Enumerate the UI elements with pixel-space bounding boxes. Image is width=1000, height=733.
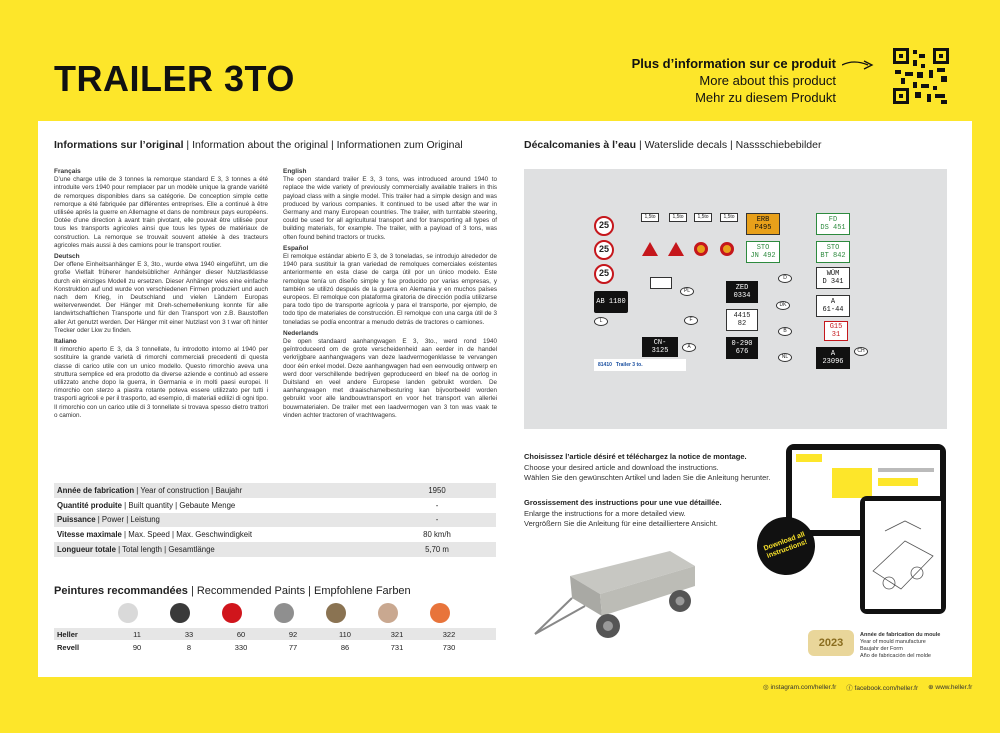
country-oval-decal: NL bbox=[778, 353, 792, 362]
instagram-icon: ◎ bbox=[763, 684, 769, 691]
speed-limit-decal: 25 bbox=[594, 264, 614, 284]
info-de: Mehr zu diesem Produkt bbox=[695, 90, 836, 105]
lang-nl-text: De open standaard aanhangwagen E 3, 3to., werd rond 1940 geïntroduceerd om de grote verscheidenheid aan eerder in de handel verkrijgbare aanhangwagens van deze laadvermogenklasse te vervangen door één enkel model. Deze aanhangwagen had een eenvoudig ontwerp en werd door verschillende bedrijven geproduceerd en bleef na de oorlog in Duitsland en veel andere Europese landen gebruikt worden. De aanhangwagen met draaischamelbesturing kan bijvoorbeeld worden gebruikt voor alle landbouwtransport en voor het transport van allerlei bouwmaterialen. De trailer met een laadvermogen van 3 ton was vaak te vinden achter tractoren of vrachtwagens. bbox=[283, 338, 497, 419]
license-plate-decal: 0-290 676 bbox=[726, 337, 758, 359]
specs-table bbox=[54, 483, 496, 557]
country-oval-decal: A bbox=[682, 343, 696, 352]
phone-screen bbox=[865, 501, 941, 609]
lang-es-text: El remolque estándar abierto E 3, de 3 toneladas, se introdujo alrededor de 1940 para sustituir la gran variedad de remolques comerciales existentes anteriormente en esta clase de carga útil por un único modelo. Este remolque tenía un diseño simple y fue producido por varias empresas, y también se utilizó después de la guerra en Alemania y en muchos países europeos. El remolque con plataforma giratoria de dirección podía utilizarse para todo tipo de transporte agrícola y para el transporte, por ejemplo, de todo tipo de materiales de construcción. El remolque con una carga útil de 3 toneladas se podía encontrar a menudo detrás de tractores o camiones. bbox=[283, 253, 497, 326]
spec-row: Vitesse maximale | Max. Speed | Max. Geschwindigkeit 80 km/h bbox=[57, 530, 451, 540]
lang-en-text: The open standard trailer E 3, 3 tons, was introduced around 1940 to replace the wide variety of previously commercially available trailers in this payload class with a single model. This trailer had a simple design and was produced by various companies. It continued to be used after the war in Germany and many European countries. The trailer, with turntable steering, could be used for all agricultural transport and for transporting all types of building materials, for example. The trailer, with a payload of 3 tons, was often found behind tractors or trucks. bbox=[283, 176, 497, 241]
decals-section-title: Décalcomanies à l’eau | Waterslide decals | Nassschiebebilder bbox=[524, 139, 822, 151]
paint-swatch bbox=[170, 603, 190, 623]
original-text-right bbox=[283, 165, 497, 420]
license-plate-decal: CN- 3125 bbox=[642, 337, 678, 357]
heller-paint-row: Heller 11 33 60 92 110 321 322 bbox=[54, 628, 496, 640]
speed-limit-decal: 25 bbox=[594, 240, 614, 260]
paint-swatch bbox=[378, 603, 398, 623]
license-plate-decal: ERB P495 bbox=[746, 213, 780, 235]
warning-triangle-icon bbox=[642, 242, 658, 256]
original-text-left bbox=[54, 165, 268, 420]
license-plate-decal: 4415 82 bbox=[726, 309, 758, 331]
facebook-link[interactable]: ⓕ facebook.com/heller.fr bbox=[846, 685, 919, 692]
tare-decal: 1,5to bbox=[641, 213, 659, 222]
trailer-model-image bbox=[530, 546, 700, 646]
lang-es-label: Español bbox=[283, 244, 309, 252]
original-section-title: Informations sur l’original | Information about the original | Informationen zum Original bbox=[54, 139, 463, 151]
plate-decal bbox=[650, 277, 672, 289]
license-plate-decal: A 61-44 bbox=[816, 295, 850, 317]
website-link[interactable]: ⊕ www.heller.fr bbox=[928, 684, 973, 691]
assembly-drawing-icon bbox=[865, 501, 941, 609]
lang-en-label: English bbox=[283, 168, 307, 175]
arrow-right-icon bbox=[842, 58, 882, 72]
product-sticker-decal: 81410 Trailer 3 to. bbox=[594, 359, 686, 371]
country-oval-decal: DK bbox=[776, 301, 790, 310]
info-fr: Plus d’information sur ce produit bbox=[631, 56, 836, 71]
paint-swatch bbox=[430, 603, 450, 623]
info-en: More about this product bbox=[699, 73, 836, 88]
round-reflector-icon bbox=[720, 242, 734, 256]
lang-fr-label: Français bbox=[54, 168, 81, 175]
warning-triangle-icon bbox=[668, 242, 684, 256]
paint-swatch bbox=[222, 603, 242, 623]
license-plate-decal: STO BT 842 bbox=[816, 241, 850, 263]
qr-code-icon[interactable] bbox=[893, 48, 949, 104]
speed-limit-decal: 25 bbox=[594, 216, 614, 236]
spec-row: Puissance | Power | Leistung - bbox=[54, 513, 496, 528]
instructions-zoom-text: Grossissement des instructions pour une vue détaillée. Enlarge the instructions for a more detailed view. Vergrößern Sie die Anleitung für eine detailliertere Ansicht. bbox=[524, 498, 722, 528]
paint-swatch bbox=[118, 603, 138, 623]
country-oval-decal: PL bbox=[680, 287, 694, 296]
screen-button bbox=[878, 478, 918, 486]
tare-decal: 1,5to bbox=[694, 213, 712, 222]
paints-section-title: Peintures recommandées | Recommended Paints | Empfohlene Farben bbox=[54, 585, 411, 597]
license-plate-decal: WÜM D 341 bbox=[816, 267, 850, 289]
lang-fr-text: D’une charge utile de 3 tonnes la remorque standard E 3, 3 tonnes a été introduite vers 1940 pour remplacer par un modèle unique la grande variété de remorques disponibles dans sa catégorie. De conception simple cette remorque a été fabriquée par différentes entreprises. Elle a continué à être utilisée après la guerre en Allemagne et dans de nombreux pays européens. Dotée d’une direction à avant train pivotant, elle pouvait être utilisée pour tous les transports agricoles ainsi que tous les types de matériaux de construction. La remorque se trouvait souvent attelée à des tracteurs agricoles mais aussi à des camions pour le transport routier. bbox=[54, 176, 268, 249]
mould-year-note: Année de fabrication du moule Year of mould manufacture Baujahr der Form Año de fabricación del molde bbox=[860, 632, 941, 659]
instagram-link[interactable]: ◎ instagram.com/heller.fr bbox=[763, 684, 837, 691]
tare-decal: 1,5to bbox=[720, 213, 738, 222]
country-oval-decal: D bbox=[778, 274, 792, 283]
revell-paint-row: Revell 90 8 330 77 86 731 730 bbox=[57, 642, 456, 652]
spec-row: Quantité produite | Built quantity | Gebaute Menge - bbox=[57, 500, 439, 510]
round-reflector-icon bbox=[694, 242, 708, 256]
license-plate-decal: STO JN 492 bbox=[746, 241, 780, 263]
facebook-icon: ⓕ bbox=[846, 685, 853, 692]
lang-it-text: Il rimorchio aperto E 3, da 3 tonnellate, fu introdotto intorno al 1940 per sostituire la grande varietà di rimorchi commerciali precedenti di questa classe di carico utile con un unico modello. Questo rimorchio aveva una struttura semplice ed era prodotto da diverse aziende e continuò ad essere utilizzato anche dopo la guerra, in Germania e in molti paesi europei. Il rimorchio con sterzo a piastra rotante poteva essere utilizzato per tutti i trasporti agricoli e per il trasporto, ad esempio, di materiali edilizi di ogni tipo. Il rimorchio con un carico utile di 3 tonnellate si trovava spesso dietro trattori o camion. bbox=[54, 346, 268, 419]
lang-it-label: Italiano bbox=[54, 338, 77, 346]
screen-line bbox=[878, 468, 934, 472]
screen-logo bbox=[796, 454, 822, 462]
mould-year-badge: 2023 bbox=[808, 630, 854, 656]
decal-sheet bbox=[524, 169, 947, 429]
country-oval-decal: B bbox=[778, 327, 792, 336]
lang-de-text: Der offene Einheitsanhänger E 3, 3to., wurde etwa 1940 eingeführt, um die große Vielfalt früherer handelsüblicher Anhänger dieser Nutzlastklasse durch ein einziges Modell zu ersetzen. Dieser Anhänger wies eine einfache Konstruktion auf und wurde von verschiedenen Firmen produziert und auch nach dem Krieg, in Deutschland und vielen Ländern Europas weiterverwendet. Der Hänger mit Dreh-schemellenkung konnte für alle landwirtschaftlichen Transporte und für den Transport von z.B. Baustoffen aller Art genutzt werden. Der Hänger mit einer Nutzlast von 3 t war oft hinter Trecker oder Lkw zu finden. bbox=[54, 261, 268, 334]
license-plate-decal: G15 31 bbox=[824, 321, 848, 341]
spec-row: Année de fabrication | Year of construction | Baujahr 1950 bbox=[54, 483, 496, 498]
country-oval-decal: CH bbox=[854, 347, 868, 356]
paint-swatch bbox=[326, 603, 346, 623]
lang-de-label: Deutsch bbox=[54, 253, 80, 261]
page-title: TRAILER 3TO bbox=[54, 58, 295, 99]
lang-nl-label: Nederlands bbox=[283, 329, 319, 337]
footer-links bbox=[763, 683, 972, 692]
tare-decal: 1,5to bbox=[669, 213, 687, 222]
license-plate-decal: A 23096 bbox=[816, 347, 850, 369]
license-plate-decal: FD DS 451 bbox=[816, 213, 850, 235]
download-instructions-badge[interactable]: Download all instructions! bbox=[749, 509, 823, 583]
product-info-link[interactable] bbox=[632, 55, 836, 106]
country-oval-decal: L bbox=[594, 317, 608, 326]
paint-swatch bbox=[274, 603, 294, 623]
globe-icon: ⊕ bbox=[928, 684, 934, 691]
country-oval-decal: F bbox=[684, 316, 698, 325]
instructions-download-text: Choisissez l’article désiré et téléchargez la notice de montage. Choose your desired article and download the instructions. Wählen Sie den gewünschten Artikel und laden Sie die Anleitung herunter. bbox=[524, 452, 771, 482]
license-plate-decal: ZED 0334 bbox=[726, 281, 758, 303]
license-plate-decal: AB 1180 bbox=[594, 291, 628, 313]
phone-device bbox=[860, 496, 946, 614]
spec-row: Longueur totale | Total length | Gesamtlänge 5,70 m bbox=[54, 542, 496, 557]
screen-product-box bbox=[832, 468, 872, 498]
